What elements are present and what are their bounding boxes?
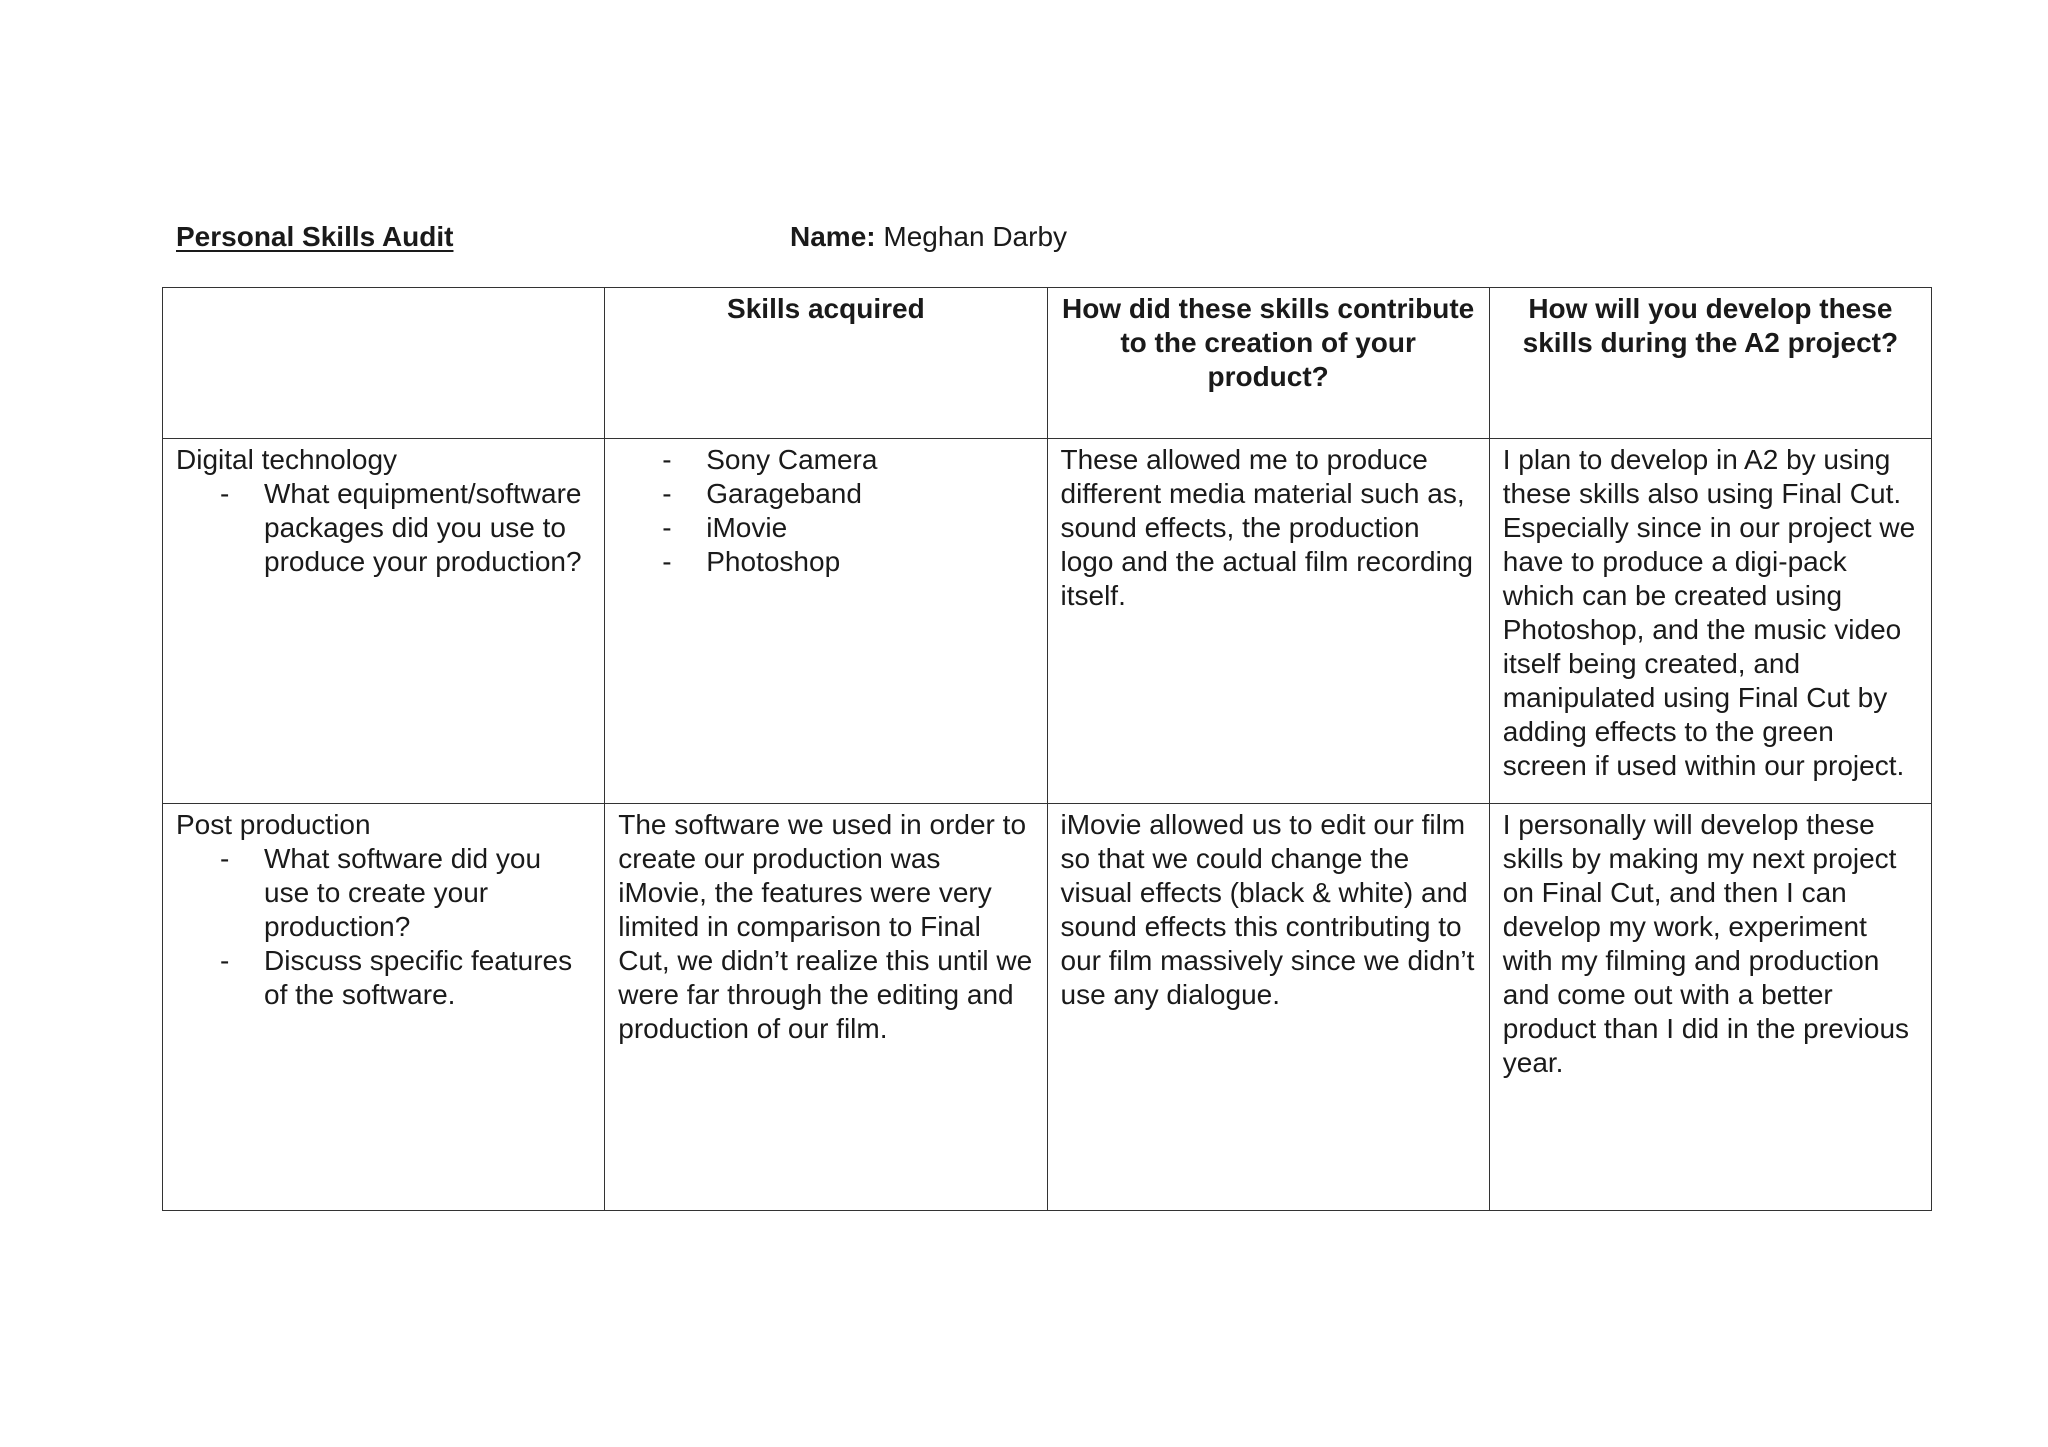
header-cell-blank <box>163 288 605 439</box>
table-header-row <box>163 288 1932 439</box>
skills-cell <box>605 804 1047 1211</box>
development-text: I plan to develop in A2 by using these skills also using Final Cut. Especially since in our project we have to produce a digi-pack which can be created using Photoshop, and the music video itself being created, and manipulated using Final Cut by adding effects to the green screen if used within our project. <box>1502 444 1916 781</box>
name-value: Meghan Darby <box>883 221 1068 252</box>
development-text: I personally will develop these skills by making my next project on Final Cut, and then I can develop my work, experiment with my filming and production and come out with a better product than I did in the previous year. <box>1502 809 1910 1078</box>
topic-label: Post production <box>176 809 371 840</box>
skill-item: - Photoshop <box>618 545 1033 579</box>
question-item: - Discuss specific features of the software. <box>176 944 591 1012</box>
skills-cell <box>605 439 1047 804</box>
topic-cell <box>163 439 605 804</box>
skills-list <box>618 443 1033 579</box>
table-row <box>163 439 1932 804</box>
header-cell-development: How will you develop these skills during the A2 project? <box>1489 288 1931 439</box>
page-title: Personal Skills Audit <box>176 221 454 252</box>
name-label: Name: <box>790 221 876 252</box>
development-cell <box>1489 439 1931 804</box>
skills-audit-table <box>162 287 1932 1211</box>
development-cell <box>1489 804 1931 1211</box>
name-field <box>790 221 1067 253</box>
topic-label: Digital technology <box>176 444 398 475</box>
question-item: - What software did you use to create your production? <box>176 842 591 944</box>
topic-cell <box>163 804 605 1211</box>
question-item: - What equipment/software packages did you use to produce your production? <box>176 477 591 579</box>
header-cell-skills: Skills acquired <box>605 288 1047 439</box>
skills-text: The software we used in order to create our production was iMovie, the features were very limited in comparison to Final Cut, we didn’t realize this until we were far through the editing and production of our film. <box>618 809 1033 1044</box>
contribution-text: These allowed me to produce different media material such as, sound effects, the production logo and the actual film recording itself. <box>1060 444 1473 611</box>
question-list <box>176 842 591 1012</box>
table-row <box>163 804 1932 1211</box>
skill-item: - Sony Camera <box>618 443 1033 477</box>
header-cell-contribution: How did these skills contribute to the creation of your product? <box>1047 288 1489 439</box>
document-header <box>0 221 2048 261</box>
contribution-text: iMovie allowed us to edit our film so that we could change the visual effects (black & white) and sound effects this contributing to our film massively since we didn’t use any dialogue. <box>1060 809 1475 1010</box>
contribution-cell <box>1047 804 1489 1211</box>
skill-item: - iMovie <box>618 511 1033 545</box>
question-list <box>176 477 591 579</box>
contribution-cell <box>1047 439 1489 804</box>
skill-item: - Garageband <box>618 477 1033 511</box>
